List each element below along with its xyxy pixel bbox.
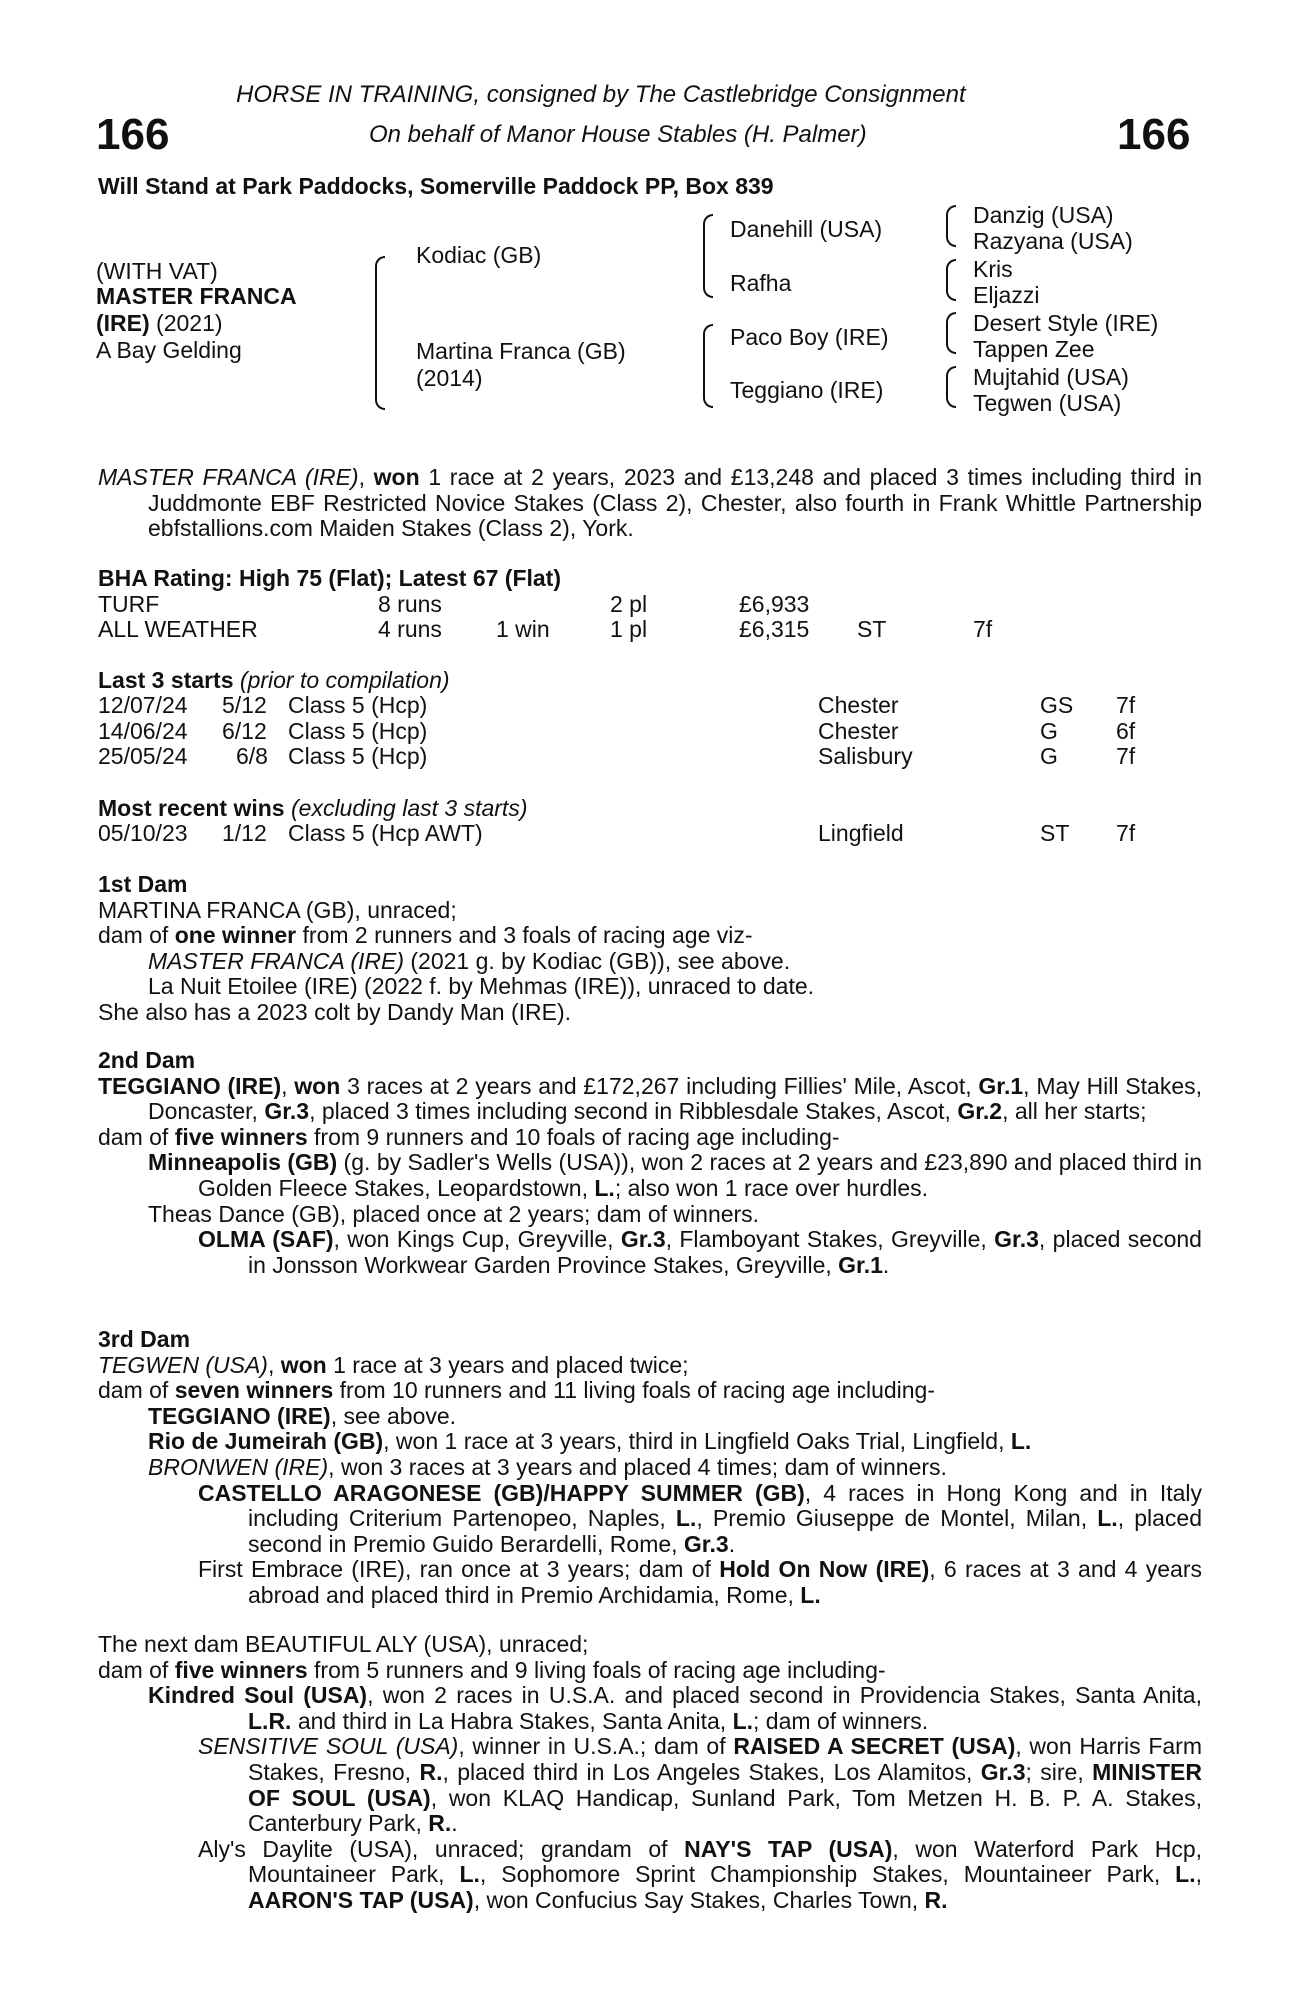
vat-note: (WITH VAT) — [96, 258, 218, 284]
header-consignor: HORSE IN TRAINING, consigned by The Castlebridge Consignment — [236, 81, 966, 108]
pedigree-ss: Danehill (USA) — [730, 216, 883, 242]
pedigree-dam: Martina Franca (GB) — [416, 338, 626, 364]
bha-rating-title: BHA Rating: High 75 (Flat); Latest 67 (Flat) — [98, 565, 561, 591]
pedigree-dam-year: (2014) — [416, 365, 483, 391]
pedigree-brace-sire — [703, 214, 713, 298]
pedigree-sd: Rafha — [730, 270, 792, 296]
pedigree-brace-sd — [946, 259, 956, 301]
pedigree-sds: Kris — [973, 256, 1013, 282]
lot-number-left: 166 — [96, 110, 170, 159]
pedigree-sire: Kodiac (GB) — [416, 242, 542, 268]
pedigree-sss: Danzig (USA) — [973, 202, 1114, 228]
pedigree-ssd: Razyana (USA) — [973, 228, 1133, 254]
first-dam-title: 1st Dam — [98, 871, 188, 897]
recent-wins-title: Most recent wins (excluding last 3 starts) — [98, 795, 528, 821]
pedigree-brace-ss — [946, 205, 956, 247]
pedigree-dss: Desert Style (IRE) — [973, 310, 1159, 336]
stand-location: Will Stand at Park Paddocks, Somerville Paddock PP, Box 839 — [98, 173, 774, 199]
pedigree-ds: Paco Boy (IRE) — [730, 324, 889, 350]
pedigree-brace-main — [375, 256, 385, 410]
last-3-starts-title: Last 3 starts (prior to compilation) — [98, 667, 450, 693]
second-dam-title: 2nd Dam — [98, 1047, 196, 1073]
lot-number-right: 166 — [1117, 110, 1191, 159]
first-dam-section: 1st Dam MARTINA FRANCA (GB), unraced; dam of one winner from 2 runners and 3 foals of racing age viz- MASTER FRANCA (IRE) (2021 g. by Kodiac (GB)), see above. La Nuit Etoilee (IRE) (2022 f. by Mehmas (IRE)), unraced to date. She also has a 2023 colt by Dandy Man (IRE). — [98, 872, 1202, 1026]
pedigree-brace-ds — [946, 312, 956, 354]
pedigree-dd: Teggiano (IRE) — [730, 377, 884, 403]
pedigree-brace-dam — [703, 324, 713, 408]
horse-description: A Bay Gelding — [96, 337, 242, 363]
pedigree-brace-dd — [946, 366, 956, 408]
third-dam-title: 3rd Dam — [98, 1326, 191, 1352]
header-on-behalf: On behalf of Manor House Stables (H. Palmer) — [369, 121, 867, 148]
pedigree-ddd: Tegwen (USA) — [973, 390, 1122, 416]
race-summary: MASTER FRANCA (IRE), won 1 race at 2 years, 2023 and £13,248 and placed 3 times including third in Juddmonte EBF Restricted Novice Stakes (Class 2), Chester, also fourth in Frank Whittle Partnership ebfstallions.com Maiden Stakes (Class 2), York. — [98, 464, 1202, 542]
pedigree-dds: Mujtahid (USA) — [973, 364, 1129, 390]
second-dam-section: 2nd Dam TEGGIANO (IRE), won 3 races at 2 years and £172,267 including Fillies' Mile, Ascot, Gr.1, May Hill Stakes, Doncaster, Gr.3, placed 3 times including second in Ribblesdale Stakes, Ascot, Gr.2, all her starts; dam of five winners from 9 runners and 10 foals of racing age including- Minneapolis (GB) (g. by Sadler's Wells (USA)), won 2 races at 2 years and £23,890 and placed third in Golden Fleece Stakes, Leopardstown, L.; also won 1 race over hurdles. Theas Dance (GB), placed once at 2 years; dam of winners. OLMA (SAF), won Kings Cup, Greyville, Gr.3, Flamboyant Stakes, Greyville, Gr.3, placed second in Jonsson Workwear Garden Province Stakes, Greyville, Gr.1. — [98, 1047, 1203, 1278]
third-dam-section: 3rd Dam TEGWEN (USA), won 1 race at 3 years and placed twice; dam of seven winners from 10 runners and 11 living foals of racing age including- TEGGIANO (IRE), see above. Rio de Jumeirah (GB), won 1 race at 3 years, third in Lingfield Oaks Trial, Lingfield, L. BRONWEN (IRE), won 3 races at 3 years and placed 4 times; dam of winners. CASTELLO ARAGONESE (GB)/HAPPY SUMMER (GB), 4 races in Hong Kong and in Italy including Criterium Partenopeo, Naples, L., Premio Giuseppe de Montel, Milan, L., placed second in Premio Guido Berardelli, Rome, Gr.3. First Embrace (IRE), ran once at 3 years; dam of Hold On Now (IRE), 6 races at 3 and 4 years abroad and placed third in Premio Archidamia, Rome, L. — [98, 1326, 1203, 1608]
horse-name-suffix: (IRE) (2021) — [96, 310, 223, 336]
pedigree-dsd: Tappen Zee — [973, 336, 1095, 362]
catalogue-page: HORSE IN TRAINING, consigned by The Castlebridge Consignment 166 On behalf of Manor House Stables (H. Palmer) 166 Will Stand at Park Paddocks, Somerville Paddock PP, Box 839 (WITH VAT) MASTER FRANCA (IRE) (2021) A Bay Gelding Kodiac (GB) Martina Franca (GB) (2014) Danehill (USA) Rafha Paco Boy (IRE) Teggiano (IRE) Danzig (USA) Razyana (USA) Kris Eljazzi Desert Style (IRE) Tappen Zee Mujtahid (USA) Tegwen (USA) MASTER FRANCA (IRE), won 1 race at 2 years, 2023 and £13,248 and placed 3 times including third in Juddmonte EBF Restricted Novice Stakes (Class 2), Chester, also fourth in Frank Whittle Partnership ebfstallions.com Maiden Stakes (Class 2), York. BHA Rating: High 75 (Flat); Latest 67 (Flat) TURF 8 runs 2 pl £6,933 ALL WEATHER 4 runs 1 win 1 pl £6,315 ST 7f Last 3 starts (prior to compilation) 12/07/24 5/12 Class 5 (Hcp) Chester GS 7f 14/06/24 6/12 Class 5 (Hcp) Chester G 6f 25/05/24 6/8 Class 5 (Hcp) Salisbury G 7f Most recent wins (excluding last 3 starts) 05/10/23 1/12 Class 5 (Hcp AWT) Lingfield ST 7f 1st Dam MARTINA FRANCA (GB), unraced; dam of one winner from 2 runners and 3 foals of racing age viz- MASTER FRANCA (IRE) (2021 g. by Kodiac (GB)), see above. La Nuit Etoilee (IRE) (2022 f. by Mehmas (IRE)), unraced to date. She also has a 2023 colt by Dandy Man (IRE). 2nd Dam TEGGIANO (IRE), won 3 races at 2 years and £172,267 including Fillies' Mile, Ascot, Gr.1, May Hill Stakes, Doncaster, Gr.3, placed 3 times including second in Ribblesdale Stakes, Ascot, Gr.2, all her starts; dam of five winners from 9 runners and 10 foals of racing age including- Minneapolis (GB) (g. by Sadler's Wells (USA)), won 2 races at 2 years and £23,890 and placed third in Golden Fleece Stakes, Leopardstown, L.; also won 1 race over hurdles. Theas Dance (GB), placed once at 2 years; dam of winners. OLMA (SAF), won Kings Cup, Greyville, Gr.3, Flamboyant Stakes, Greyville, Gr.3, placed second in Jonsson Workwear Garden Province Stakes, Greyville, Gr.1. 3rd Dam TEGWEN (USA), won 1 race at 3 years and placed twice; dam of seven winners from 10 runners and 11 living foals of racing age including- TEGGIANO (IRE), see above. Rio de Jumeirah (GB), won 1 race at 3 years, third in Lingfield Oaks Trial, Lingfield, L. BRONWEN (IRE), won 3 races at 3 years and placed 4 times; dam of winners. CASTELLO ARAGONESE (GB)/HAPPY SUMMER (GB), 4 races in Hong Kong and in Italy including Criterium Partenopeo, Naples, L., Premio Giuseppe de Montel, Milan, L., placed second in Premio Guido Berardelli, Rome, Gr.3. First Embrace (IRE), ran once at 3 years; dam of Hold On Now (IRE), 6 races at 3 and 4 years abroad and placed third in Premio Archidamia, Rome, L. The next dam BEAUTIFUL ALY (USA), unraced; dam of five winners from 5 runners and 9 living foals of racing age including- Kindred Soul (USA), won 2 races in U.S.A. and placed second in Providencia Stakes, Santa Anita, L.R. and third in La Habra Stakes, Santa Anita, L.; dam of winners. SENSITIVE SOUL (USA), winner in U.S.A.; dam of RAISED A SECRET (USA), won Harris Farm Stakes, Fresno, R., placed third in Los Angeles Stakes, Los Alamitos, Gr.3; sire, MINISTER OF SOUL (USA), won KLAQ Handicap, Sunland Park, Tom Metzen H. B. P. A. Stakes, Canterbury Park, R.. Aly's Daylite (USA), unraced; grandam of NAY'S TAP (USA), won Waterford Park Hcp, Mountaineer Park, L., Sophomore Sprint Championship Stakes, Mountaineer Park, L., AARON'S TAP (USA), won Confucius Say Stakes, Charles Town, R. — [96, 81, 1203, 1913]
next-dam-section: The next dam BEAUTIFUL ALY (USA), unraced; dam of five winners from 5 runners and 9 living foals of racing age including- Kindred Soul (USA), won 2 races in U.S.A. and placed second in Providencia Stakes, Santa Anita, L.R. and third in La Habra Stakes, Santa Anita, L.; dam of winners. SENSITIVE SOUL (USA), winner in U.S.A.; dam of RAISED A SECRET (USA), won Harris Farm Stakes, Fresno, R., placed third in Los Angeles Stakes, Los Alamitos, Gr.3; sire, MINISTER OF SOUL (USA), won KLAQ Handicap, Sunland Park, Tom Metzen H. B. P. A. Stakes, Canterbury Park, R.. Aly's Daylite (USA), unraced; grandam of NAY'S TAP (USA), won Waterford Park Hcp, Mountaineer Park, L., Sophomore Sprint Championship Stakes, Mountaineer Park, L., AARON'S TAP (USA), won Confucius Say Stakes, Charles Town, R. — [98, 1631, 1203, 1913]
horse-name: MASTER FRANCA — [96, 283, 297, 309]
pedigree-sdd: Eljazzi — [973, 282, 1040, 308]
